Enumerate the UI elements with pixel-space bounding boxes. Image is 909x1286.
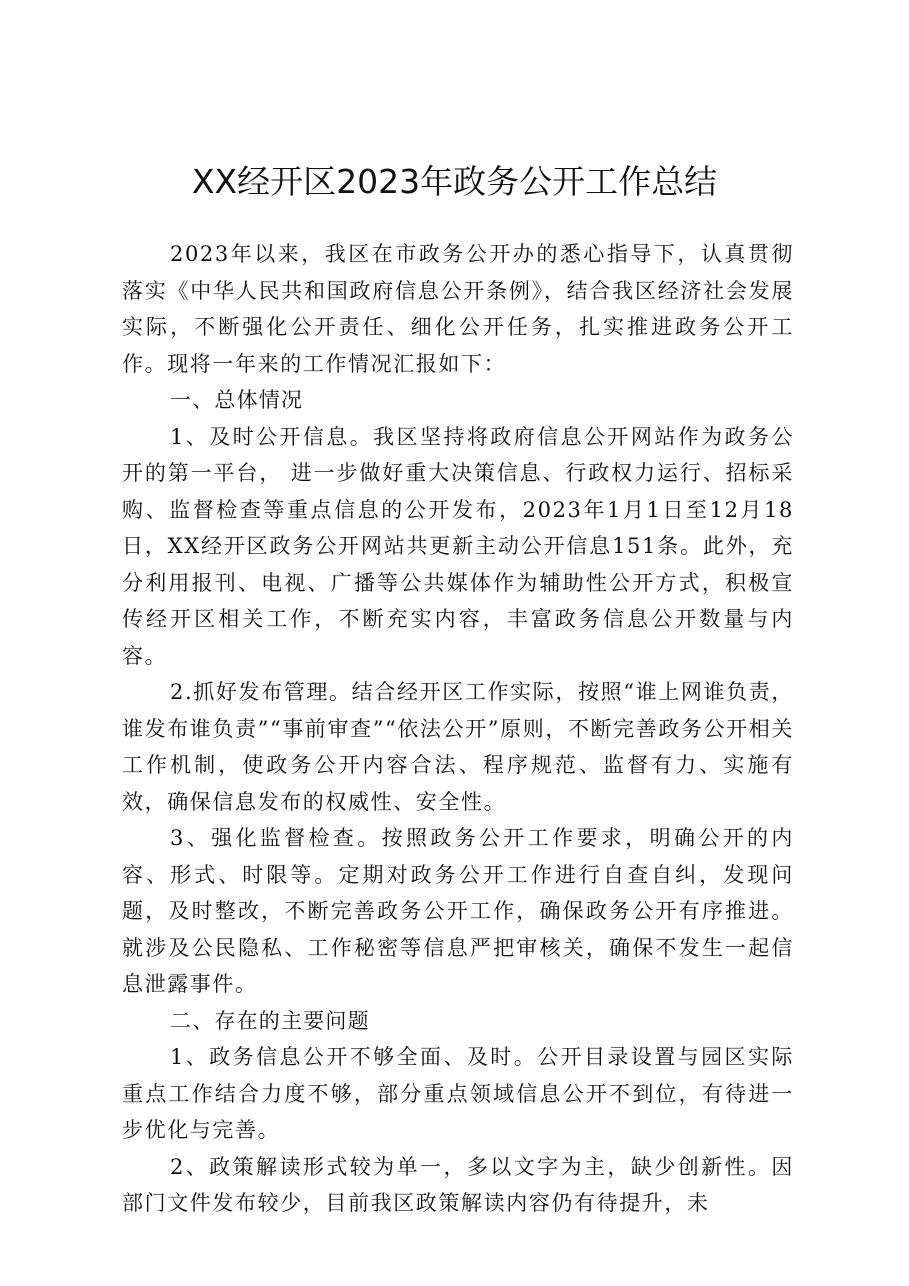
paragraph-publishing-management: 2.抓好发布管理。结合经开区工作实际，按照“谁上网谁负责，谁发布谁负责”“事前审查”“依法公开”原则，不断完善政务公开相关工作机制，使政务公开内容合法、程序规范、监督有力、实施有效，确保信息发布的权威性、安全性。 (122, 680, 794, 814)
section-heading-problems: 二、存在的主要问题 (170, 1008, 370, 1033)
paragraph-problem-incomplete-disclosure: 1、政务信息公开不够全面、及时。公开目录设置与园区实际重点工作结合力度不够，部分重点领域信息公开不到位，有待进一步优化与完善。 (122, 1045, 794, 1142)
intro-paragraph: 2023年以来，我区在市政务公开办的悉心指导下，认真贯彻落实《中华人民共和国政府信息公开条例》，结合我区经济社会发展实际，不断强化公开责任、细化公开任务，扎实推进政务公开工作。现将一年来的工作情况汇报如下： (122, 242, 794, 376)
paragraph-problem-policy-interpretation: 2、政策解读形式较为单一，多以文字为主，缺少创新性。因部门文件发布较少，目前我区政策解读内容仍有待提升，未 (122, 1154, 794, 1215)
paragraph-timely-disclosure: 1、及时公开信息。我区坚持将政府信息公开网站作为政务公开的第一平台， 进一步做好重大决策信息、行政权力运行、招标采购、监督检查等重点信息的公开发布，2023年1月1日至12月18日，XX经开区政务公开网站共更新主动公开信息151条。此外，充分利用报刊、电视、广播等公共媒体作为辅助性公开方式，积极宣传经开区相关工作，不断充实内容，丰富政务信息公开数量与内容。 (122, 424, 794, 668)
document-title: XX经开区2023年政务公开工作总结 (191, 162, 718, 201)
document-body (122, 236, 794, 1222)
section-heading-overview: 一、总体情况 (170, 388, 304, 412)
paragraph-supervision-inspection: 3、强化监督检查。按照政务公开工作要求，明确公开的内容、形式、时限等。定期对政务公开工作进行自查自纠，发现问题，及时整改，不断完善政务公开工作，确保政务公开有序推进。就涉及公民隐私、工作秘密等信息严把审核关，确保不发生一起信息泄露事件。 (122, 826, 794, 996)
